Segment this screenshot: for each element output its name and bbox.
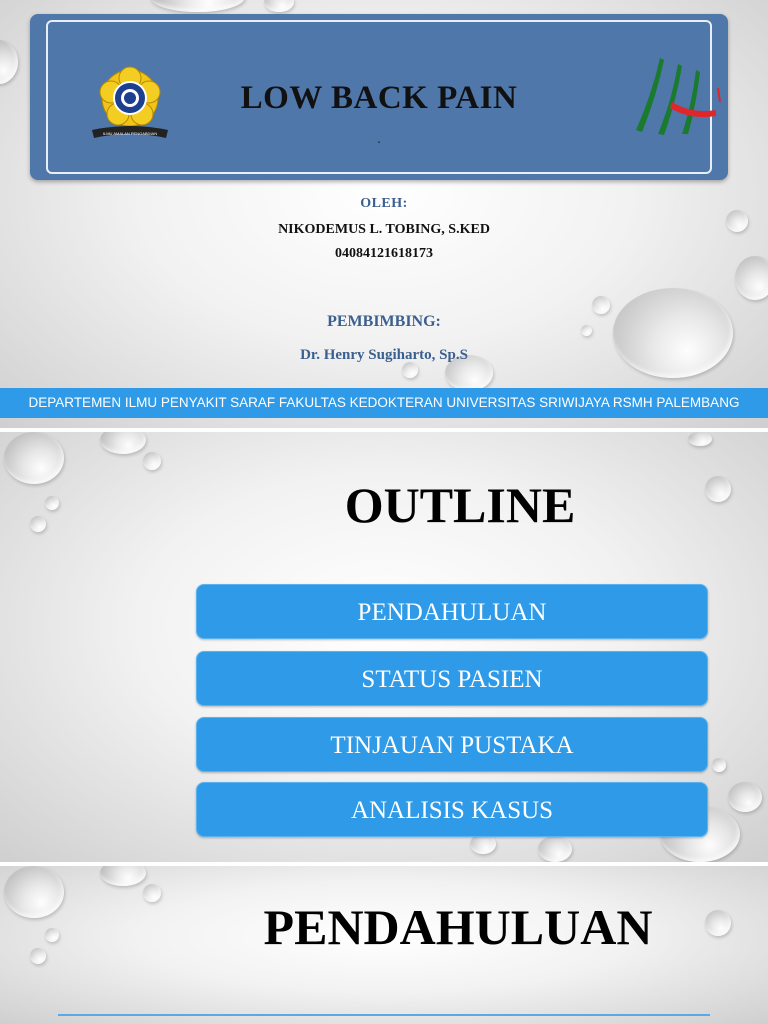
svg-text:ILMU AMALAN PENGABDIAN: ILMU AMALAN PENGABDIAN (102, 131, 158, 136)
water-drop (592, 296, 610, 314)
water-drop (150, 0, 245, 12)
water-drop (712, 758, 726, 772)
water-drop (264, 0, 294, 12)
author-id: 04084121618173 (335, 246, 433, 261)
water-drop (402, 362, 418, 378)
water-drop (735, 256, 768, 300)
title-dot: . (377, 132, 381, 147)
outline-item-tinjauan-pustaka[interactable]: TINJAUAN PUSTAKA (196, 717, 708, 772)
outline-item-pendahuluan[interactable]: PENDAHULUAN (196, 584, 708, 639)
supervisor-name: Dr. Henry Sugiharto, Sp.S (300, 347, 468, 363)
water-drop (538, 836, 572, 862)
water-drop (100, 866, 146, 886)
intro-slide (0, 866, 768, 1024)
outline-item-status-pasien[interactable]: STATUS PASIEN (196, 651, 708, 706)
title-underline (58, 1014, 710, 1016)
title-banner (30, 14, 728, 180)
slide-title: LOW BACK PAIN (240, 80, 518, 116)
water-drop (0, 40, 18, 84)
author-name: NIKODEMUS L. TOBING, S.KED (278, 222, 490, 237)
outline-title: OUTLINE (344, 477, 576, 533)
water-drop (613, 288, 733, 378)
supervisor-label: PEMBIMBING: (327, 313, 441, 330)
water-drop (688, 432, 712, 446)
water-drop (728, 782, 762, 812)
water-drop (100, 432, 146, 454)
section-title: PENDAHULUAN (263, 899, 653, 955)
hospital-logo-icon (630, 54, 726, 149)
water-drop (143, 452, 161, 470)
by-label: OLEH: (360, 196, 408, 211)
outline-item-analisis-kasus[interactable]: ANALISIS KASUS (196, 782, 708, 837)
outline-slide (0, 432, 768, 862)
department-banner: DEPARTEMEN ILMU PENYAKIT SARAF FAKULTAS KEDOKTERAN UNIVERSITAS SRIWIJAYA RSMH PALEMBANG (0, 388, 768, 418)
title-slide (0, 0, 768, 428)
